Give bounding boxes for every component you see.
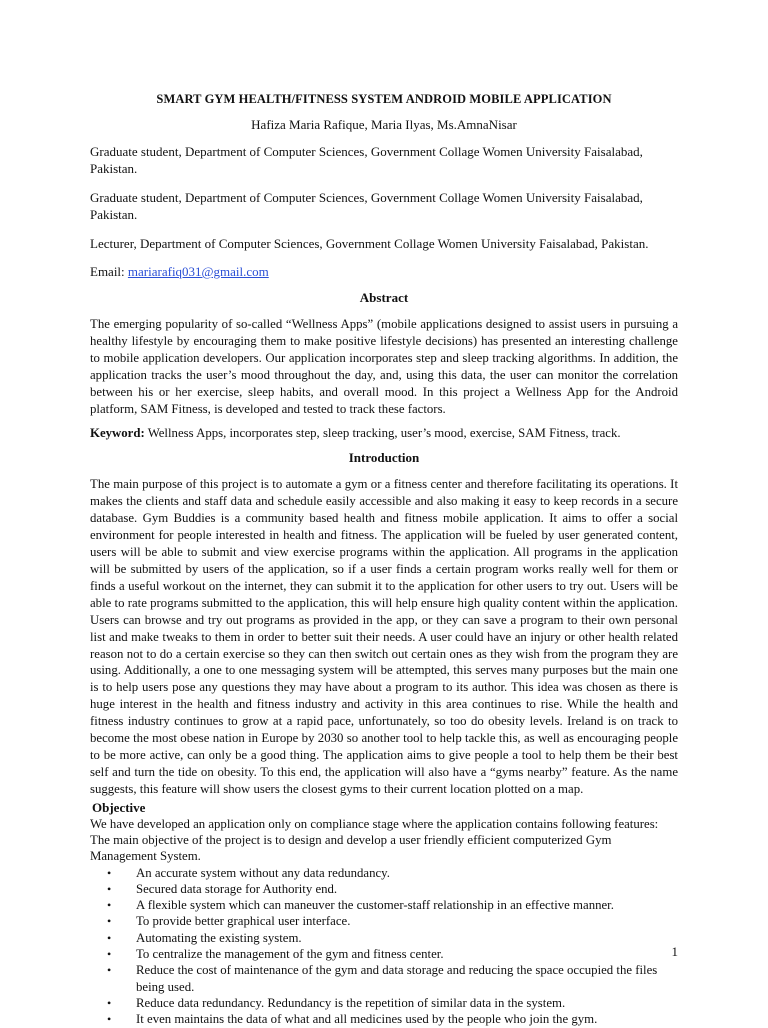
list-item-text: To centralize the management of the gym and fitness center. (136, 947, 444, 962)
email-label: Email: (90, 264, 128, 279)
bullet-icon: • (107, 1012, 112, 1027)
introduction-text: The main purpose of this project is to automate a gym or a fitness center and therefore facilitating its operations. It makes the clients and staff data and schedule easily accessible and also making it easy to keep records in a secure database. Gym Buddies is a community based health and fitness mobile application. It aims to offer a social environment for people interested in health and fitness. The application will be fueled by user generated content, users will be able to submit and view exercise programs within the application. All programs in the application will be submitted by users of the application, so if a user finds a certain program works really well for them or finds a useful workout on the internet, they can submit it to the application for other users to try out. Users will be able to rate programs submitted to the application, this will help ensure high quality content within the application. Users can browse and try out programs as provided in the app, or they can save a program to their own personal list and make tweaks to them in order to better suit their needs. A user could have an injury or other health related reason not to do a certain exercise so they can then switch out certain ones as they wish from the program they are using. Additionally, a one to one messaging system will be attempted, this serves many purposes but the main one is to help users pose any questions they may have about a program to its author. This idea was chosen as there is huge interest in the health and fitness industry and activity in this area continues to rise. While the health and fitness industry continues to grow at a rapid pace, unfortunately, so too do obesity levels. Ireland is on track to become the most obese nation in Europe by 2030 so another tool to help tackle this, as well as encouraging people to be more active, can only be a good thing. The application aims to give people a tool to help them be their best self and turn the tide on obesity. To this end, the application will also have a “gyms nearby” feature. As the name suggests, this feature will show users the closest gyms to their current location plotted on a map. (90, 477, 678, 796)
bullet-icon: • (107, 914, 112, 929)
affiliation-2: Graduate student, Department of Computer Sciences, Government Collage Women University Faisalabad, Pakistan. (90, 190, 643, 222)
abstract-heading: Abstract (359, 290, 409, 305)
list-item-text: Secured data storage for Authority end. (136, 881, 338, 896)
bullet-icon: • (107, 898, 112, 913)
keyword-label: Keyword: (90, 426, 145, 441)
bullet-icon: • (107, 995, 112, 1010)
list-item (107, 865, 678, 881)
page-number: 1 (671, 944, 678, 959)
list-item (107, 930, 678, 946)
affiliation-1: Graduate student, Department of Computer Sciences, Government Collage Women University Faisalabad, Pakistan. (90, 144, 643, 176)
keyword-line (90, 425, 678, 442)
list-item (107, 946, 678, 962)
bullet-icon: • (107, 963, 112, 978)
objective-line-2: The main objective of the project is to design and develop a user friendly efficient computerized Gym Management System. (90, 832, 612, 864)
list-item (107, 962, 678, 995)
bullet-icon: • (107, 930, 112, 945)
list-item-text: Reduce the cost of maintenance of the gym and data storage and reducing the space occupied the files being used. (136, 963, 658, 994)
email-line (90, 264, 678, 280)
list-item (107, 1011, 678, 1027)
list-item-text: A flexible system which can maneuver the customer-staff relationship in an effective manner. (136, 898, 614, 913)
paper-title: SMART GYM HEALTH/FITNESS SYSTEM ANDROID MOBILE APPLICATION (156, 92, 612, 106)
list-item-text: To provide better graphical user interface. (136, 914, 351, 929)
list-item-text: An accurate system without any data redundancy. (136, 865, 390, 880)
objective-list (90, 865, 678, 1028)
bullet-icon: • (107, 865, 112, 880)
objective-heading: Objective (92, 799, 146, 815)
keyword-text: Wellness Apps, incorporates step, sleep tracking, user’s mood, exercise, SAM Fitness, track. (144, 426, 621, 441)
list-item-text: Reduce data redundancy. Redundancy is the repetition of similar data in the system. (136, 995, 566, 1010)
list-item-text: Automating the existing system. (136, 930, 302, 945)
list-item-text: It even maintains the data of what and all medicines used by the people who join the gym. (136, 1012, 598, 1027)
email-link[interactable]: mariarafiq031@gmail.com (127, 264, 269, 279)
list-item (107, 995, 678, 1011)
bullet-icon: • (107, 881, 112, 896)
bullet-icon: • (107, 947, 112, 962)
author-list: Hafiza Maria Rafique, Maria Ilyas, Ms.AmnaNisar (251, 117, 517, 132)
list-item (107, 881, 678, 897)
introduction-heading: Introduction (348, 450, 420, 466)
affiliation-3: Lecturer, Department of Computer Sciences, Government Collage Women University Faisalabad, Pakistan. (90, 236, 649, 251)
list-item (107, 897, 678, 913)
abstract-text: The emerging popularity of so-called “Wellness Apps” (mobile applications designed to assist users in pursuing a healthy lifestyle by encouraging them to make positive lifestyle decisions) has presented an interesting challenge to mobile application developers. Our application incorporates step and sleep tracking algorithms. In addition, the application tracks the user’s mood throughout the day, and, using this data, the user can monitor the correlation between his or her exercise, sleep habits, and overall mood. In this project a Wellness App for the Android platform, SAM Fitness, is developed and tested to track these factors. (90, 317, 678, 416)
list-item (107, 913, 678, 929)
objective-line-1: We have developed an application only on compliance stage where the application contains following features: (90, 816, 659, 831)
